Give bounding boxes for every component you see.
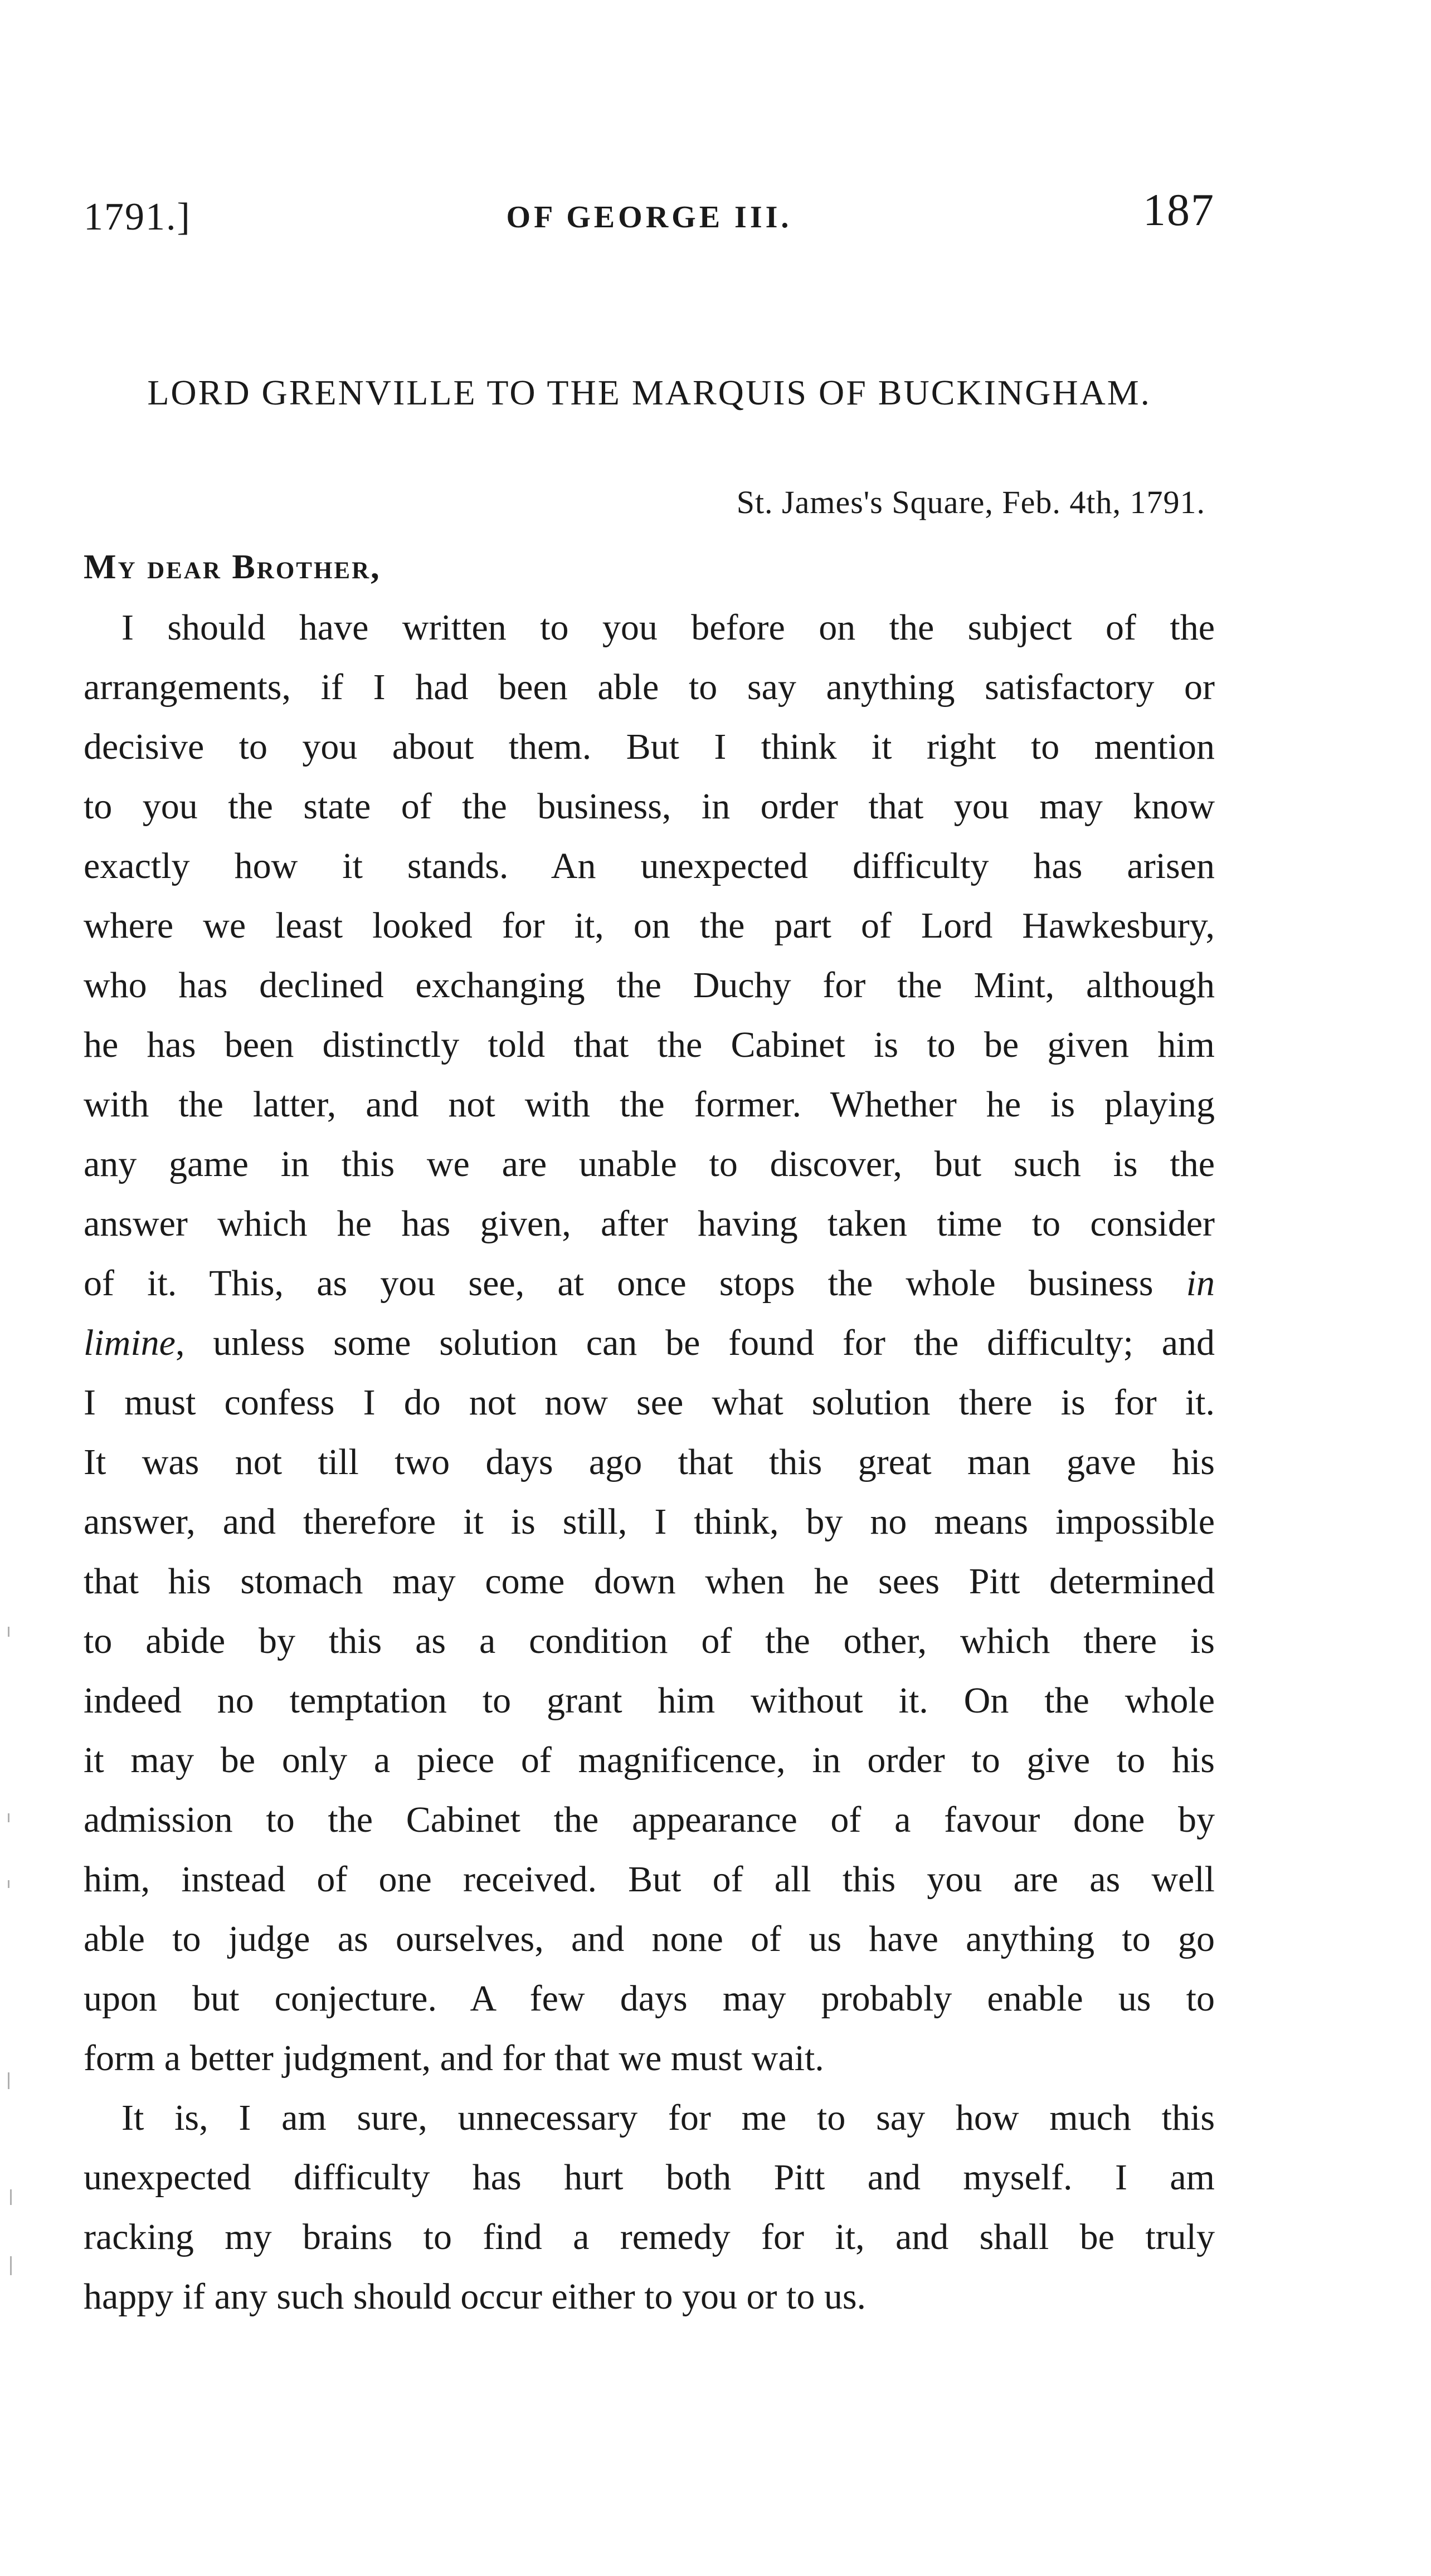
scan-speck (10, 2189, 12, 2205)
running-head-year: 1791.] (84, 196, 191, 238)
text-line: upon but conjecture. A few days may probably enable us to (84, 1978, 1215, 2019)
text-line: any game in this we are unable to discover, but such is the (84, 1144, 1215, 1184)
text-line: answer, and therefore it is still, I think, by no means impossible (84, 1501, 1215, 1542)
running-head (84, 184, 1215, 240)
scan-speck (8, 1627, 9, 1637)
running-head-title: OF GEORGE III. (506, 200, 792, 235)
text-line: answer which he has given, after having taken time to consider (84, 1203, 1215, 1244)
text-line-with-italic: limine, unless some solution can be found for the difficulty; and (84, 1323, 1215, 1363)
letter-salutation: My dear Brother, (84, 548, 381, 586)
text-line: happy if any such should occur either to you or to us. (84, 2276, 867, 2317)
text-line: decisive to you about them. But I think it right to mention (84, 726, 1215, 767)
letter-dateline: St. James's Square, Feb. 4th, 1791. (736, 484, 1205, 520)
letter-body (84, 598, 1215, 2326)
page-number: 187 (1143, 184, 1215, 235)
text-line: I should have written to you before on the subject of the (121, 607, 1215, 648)
text-line: indeed no temptation to grant him without it. On the whole (84, 1680, 1215, 1721)
scan-speck (8, 1813, 9, 1822)
text-line-with-italic: of it. This, as you see, at once stops the whole business in (84, 1263, 1215, 1304)
text-line: I must confess I do not now see what solution there is for it. (84, 1382, 1215, 1423)
text-line: he has been distinctly told that the Cabinet is to be given him (84, 1024, 1215, 1065)
italic-phrase: limine (84, 1323, 176, 1363)
letter-heading: LORD GRENVILLE TO THE MARQUIS OF BUCKINGHAM. (147, 373, 1151, 412)
scan-speck (10, 2256, 12, 2275)
text-line: It was not till two days ago that this great man gave his (84, 1442, 1215, 1482)
italic-phrase: in (1186, 1263, 1215, 1304)
text-line: to abide by this as a condition of the other, which there is (84, 1621, 1215, 1661)
text-line: who has declined exchanging the Duchy for the Mint, although (84, 965, 1215, 1006)
text-line: that his stomach may come down when he sees Pitt determined (84, 1561, 1215, 1602)
text-line: It is, I am sure, unnecessary for me to say how much this (121, 2097, 1215, 2138)
text-line: it may be only a piece of magnificence, in order to give to his (84, 1740, 1215, 1780)
paragraph (84, 598, 1215, 2088)
text-line: exactly how it stands. An unexpected difficulty has arisen (84, 846, 1215, 886)
text-line: form a better judgment, and for that we must wait. (84, 2038, 824, 2079)
text-line: arrangements, if I had been able to say anything satisfactory or (84, 667, 1215, 708)
scan-speck (8, 1880, 9, 1888)
text-line: where we least looked for it, on the part of Lord Hawkesbury, (84, 905, 1215, 946)
text-line: him, instead of one received. But of all this you are as well (84, 1859, 1215, 1900)
text-line: unexpected difficulty has hurt both Pitt and myself. I am (84, 2157, 1215, 2198)
text-line: to you the state of the business, in order that you may know (84, 786, 1215, 827)
scan-speck (8, 2072, 9, 2089)
text-line: able to judge as ourselves, and none of us have anything to go (84, 1919, 1215, 1959)
text-line: admission to the Cabinet the appearance of a favour done by (84, 1799, 1215, 1840)
paragraph (84, 2088, 1215, 2326)
text-line: with the latter, and not with the former. Whether he is playing (84, 1084, 1215, 1125)
text-line: racking my brains to find a remedy for it, and shall be truly (84, 2217, 1215, 2257)
